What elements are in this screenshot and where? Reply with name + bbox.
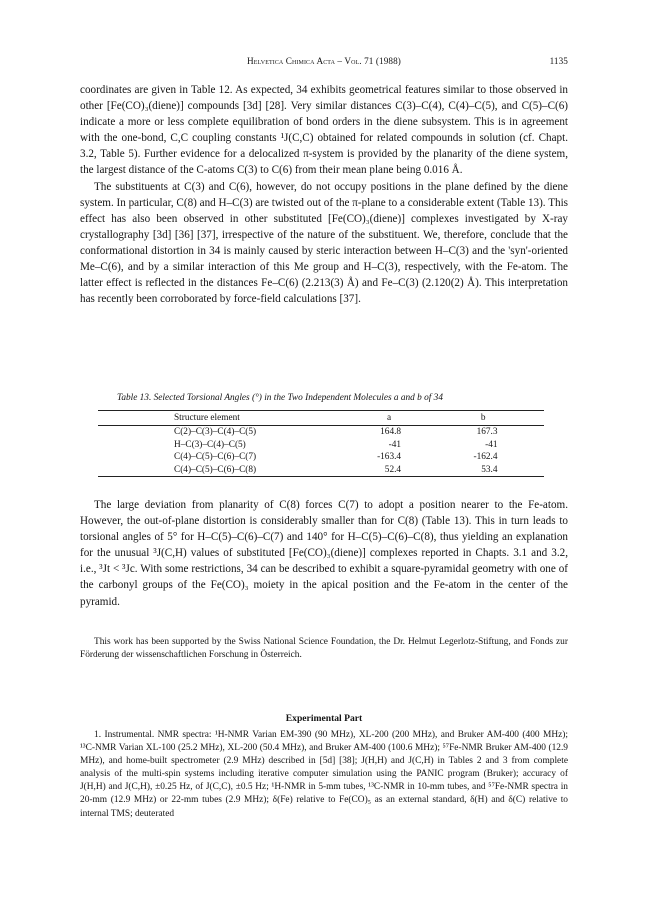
journal-title: Helvetica Chimica Acta – Vol. 71 (1988) xyxy=(247,56,401,66)
acknowledgment xyxy=(80,636,568,662)
table-caption: Table 13. Selected Torsional Angles (°) in the Two Independent Molecules a and b of 34 xyxy=(117,393,443,403)
cell-b: 53.4 xyxy=(481,464,498,475)
body-text-lower xyxy=(80,497,568,610)
cell-structure: H–C(3)–C(4)–C(5) xyxy=(174,439,246,450)
cell-b: -41 xyxy=(485,439,498,450)
paragraph-2: The substituents at C(3) and C(6), however, do not occupy positions in the plane defined by the diene system. In particular, C(8) and H–C(3) are twisted out of the π-plane to a considerable extent (Table 13). This effect has also been observed in other substituted [Fe(CO)₃(diene)] complexes investigated by X-ray crystallography [3d] [36] [37], irrespective of the nature of the substituent. We, therefore, conclude that the conformational distortion in 34 is mainly caused by steric interaction between H–C(3) and the 'syn'-oriented Me–C(6), and by a similar interaction of this Me group and H–C(3), respectively, with the Fe-atom. The latter effect is reflected in the distances Fe–C(6) (2.213(3) Å) and Fe–C(3) (2.120(2) Å). This interpretation has recently been corroborated by force-field calculations [37]. xyxy=(80,180,568,306)
running-header xyxy=(0,56,648,70)
cell-a: -163.4 xyxy=(377,452,402,463)
table-row xyxy=(98,464,544,477)
torsional-angles-table xyxy=(98,410,544,477)
experimental-text: 1. Instrumental. NMR spectra: ¹H-NMR Varian EM-390 (90 MHz), XL-200 (200 MHz), and Bruker AM-400 (400 MHz); ¹³C-NMR Varian XL-100 (25.2 MHz), XL-200 (50.4 MHz), and Bruker AM-400 (100.6 MHz); ⁵⁷Fe-NMR Bruker AM-400 (12.9 MHz), and home-built spectrometer (2.9 MHz) described in [5d] [38]; J(H,H) and J(C,H) in Tables 2 and 3 from complete analysis of the multi-spin systems including iterative computer simulation using the PANIC program (Bruker); accuracy of J(H,H) and J(C,H), ±0.25 Hz, of J(C,C), ±0.5 Hz; ¹H-NMR in 5-mm tubes, ¹³C-NMR in 10-mm tubes, and ⁵⁷Fe-NMR spectra in 20-mm (12.9 MHz) or 22-mm tubes (2.9 MHz); δ(Fe) relative to Fe(CO)₅ as an external standard, δ(H) and δ(C) relative to internal TMS; deuterated xyxy=(80,730,568,819)
body-text-upper xyxy=(80,82,568,307)
cell-a: 164.8 xyxy=(380,427,402,438)
cell-b: -162.4 xyxy=(473,452,498,463)
table-row xyxy=(98,426,544,439)
cell-b: 167.3 xyxy=(476,427,498,438)
acknowledgment-text: This work has been supported by the Swiss National Science Foundation, the Dr. Helmut Legerlotz-Stiftung, and Fonds zur Förderung der wissenschaftlichen Forschung in Österreich. xyxy=(80,637,568,660)
cell-a: -41 xyxy=(388,439,402,450)
experimental-heading: Experimental Part xyxy=(285,713,363,724)
table-row xyxy=(98,451,544,464)
table-row xyxy=(98,439,544,452)
page-number: 1135 xyxy=(549,56,568,66)
cell-structure: C(4)–C(5)–C(6)–C(7) xyxy=(174,452,257,463)
cell-a: 52.4 xyxy=(384,464,402,475)
col-header-b: b xyxy=(480,413,486,423)
table-header-row xyxy=(98,411,544,426)
cell-structure: C(4)–C(5)–C(6)–C(8) xyxy=(174,464,257,475)
experimental-section xyxy=(80,729,568,821)
cell-structure: C(2)–C(3)–C(4)–C(5) xyxy=(174,427,257,438)
paragraph-1: coordinates are given in Table 12. As expected, 34 exhibits geometrical features similar to those observed in other [Fe(CO)₃(diene)] compounds [3d] [28]. Very similar distances C(3)–C(4), C(4)–C(5), and C(5)–C(6) indicate a more or less complete equilibration of bond orders in the diene subsystem. This is in agreement with the one-bond, C,C coupling constants ¹J(C,C) obtained for related compounds in solution (cf. Chapt. 3.2, Table 5). Further evidence for a delocalized π-system is provided by the planarity of the diene system, the largest distance of the C-atoms C(3) to C(6) from their mean plane being 0.016 Å. xyxy=(80,84,568,177)
col-header-structure: Structure element xyxy=(174,413,240,423)
paragraph-3: The large deviation from planarity of C(8) forces C(7) to adopt a position nearer to the Fe-atom. However, the out-of-plane distortion is considerably smaller than for C(8) (Table 13). This in turn leads to torsional angles of 5° for H–C(5)–C(6)–C(7) and 140° for H–C(5)–C(6)–C(8), thus yielding an explanation for the unusual ³J(C,H) values of substituted [Fe(CO)₃(diene)] complexes reported in Chapts. 3.1 and 3.2, i.e., ³Jt < ³Jc. With some restrictions, 34 can be described to exhibit a square-pyramidal geometry with one of the carbonyl groups of the Fe(CO)₃ moiety in the apical position and the Fe-atom in the center of the pyramid. xyxy=(80,499,568,608)
col-header-a: a xyxy=(386,413,392,423)
